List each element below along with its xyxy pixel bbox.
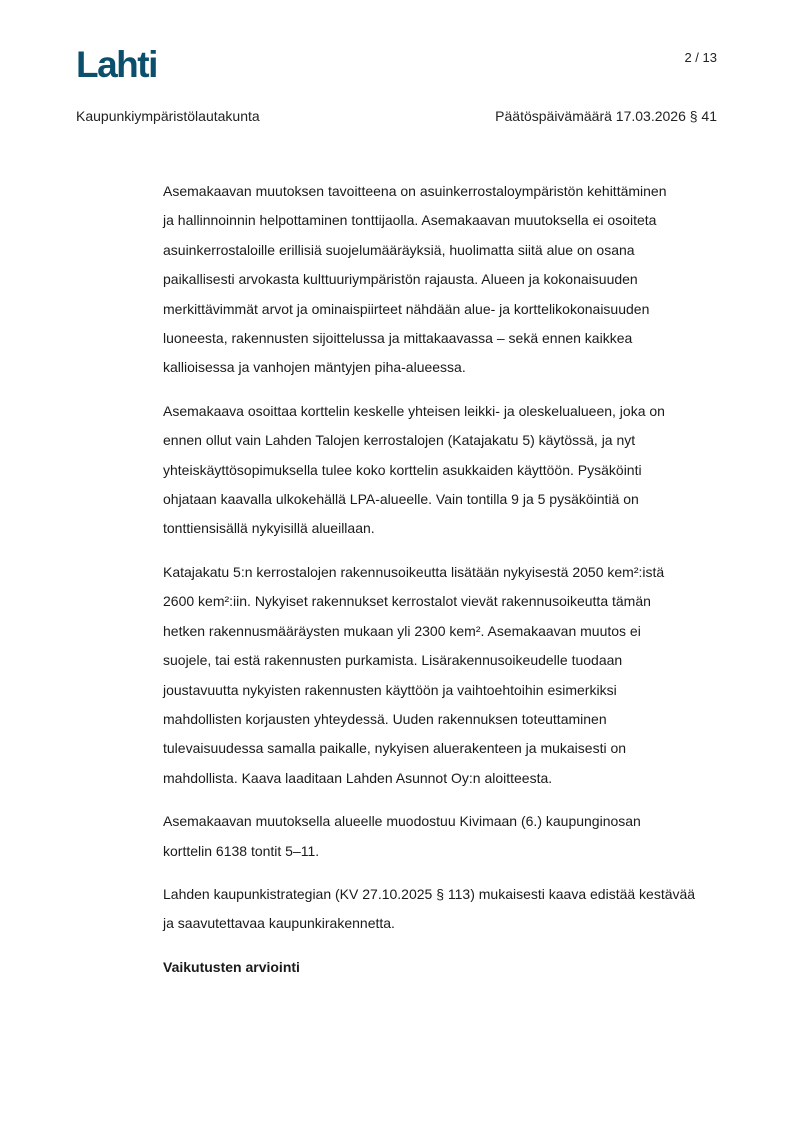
text-line: tonttiensisällä nykyisillä alueillaan.: [163, 520, 375, 537]
decision-date: Päätöspäivämäärä 17.03.2026 § 41: [495, 108, 717, 124]
text-line: merkittävimmät arvot ja ominaispiirteet nähdään alue- ja korttelikokonaisuuden: [163, 300, 650, 317]
svg-text:Lahti: Lahti: [76, 46, 157, 82]
text-line: ja hallinnoinnin helpottaminen tonttijaolla. Asemakaavan muutoksella ei osoiteta: [163, 212, 657, 229]
text-line: joustavuutta nykyisten rakennusten käyttöön ja vaihtoehtoihin esimerkiksi: [163, 681, 617, 698]
text-line: 2600 kem²:iin. Nykyiset rakennukset kerrostalot vievät rakennusoikeutta tämän: [163, 593, 651, 610]
paragraph-district: [163, 807, 723, 866]
text-line: Asemakaavan muutoksen tavoitteena on asuinkerrostaloympäristön kehittäminen: [163, 183, 667, 199]
text-line: Asemakaavan muutoksella alueelle muodostuu Kivimaan (6.) kaupunginosan: [163, 813, 641, 830]
paragraph-strategy: [163, 880, 723, 939]
text-line: yhteiskäyttösopimuksella tulee koko korttelin asukkaiden käyttöön. Pysäköinti: [163, 461, 642, 478]
page-number: 2 / 13: [684, 50, 717, 65]
text-line: ohjataan kaavalla ulkokehällä LPA-alueelle. Vain tontilla 9 ja 5 pysäköintiä on: [163, 491, 639, 508]
text-line: suojele, tai estä rakennusten purkamista. Lisärakennusoikeudelle tuodaan: [163, 652, 623, 669]
text-line: mahdollisten korjausten yhteydessä. Uuden rakennuksen toteuttaminen: [163, 710, 607, 727]
text-line: Lahden kaupunkistrategian (KV 27.10.2025 § 113) mukaisesti kaava edistää kestävää: [163, 885, 696, 902]
committee-name: Kaupunkiympäristölautakunta: [76, 108, 260, 124]
paragraph-play-area: [163, 397, 723, 544]
text-line: ennen ollut vain Lahden Talojen kerrostalojen (Katajakatu 5) käytössä, ja nyt: [163, 432, 636, 449]
text-line: kallioisessa ja vanhojen mäntyjen piha-alueessa.: [163, 359, 466, 376]
paragraph-goal: [163, 177, 723, 383]
text-line: Asemakaava osoittaa korttelin keskelle yhteisen leikki- ja oleskelualueen, joka on: [163, 402, 665, 419]
text-line: mahdollista. Kaava laaditaan Lahden Asunnot Oy:n aloitteesta.: [163, 769, 553, 786]
text-line: asuinkerrostaloille erillisiä suojelumääräyksiä, huolimatta siitä alue on osana: [163, 241, 635, 258]
text-line: tulevaisuudessa samalla paikalle, nykyisen aluerakenteen ja mukaisesti on: [163, 740, 627, 757]
text-line: korttelin 6138 tontit 5–11.: [163, 842, 320, 859]
text-line: ja saavutettavaa kaupunkirakennetta.: [163, 915, 395, 932]
text-line: luoneesta, rakennusten sijoittelussa ja mittakaavassa – sekä ennen kaikkea: [163, 330, 633, 347]
paragraph-building-rights: [163, 558, 723, 793]
text-line: Katajakatu 5:n kerrostalojen rakennusoikeutta lisätään nykyisestä 2050 kem²:istä: [163, 563, 665, 580]
text-line: hetken rakennusmääräysten mukaan yli 2300 kem². Asemakaavan muutos ei: [163, 622, 641, 639]
lahti-logo: [76, 46, 168, 82]
text-line: paikallisesti arvokasta kulttuuriympäristön rajausta. Alueen ja kokonaisuuden: [163, 271, 638, 288]
section-heading: Vaikutusten arviointi: [163, 958, 300, 975]
document-body: [163, 177, 723, 982]
